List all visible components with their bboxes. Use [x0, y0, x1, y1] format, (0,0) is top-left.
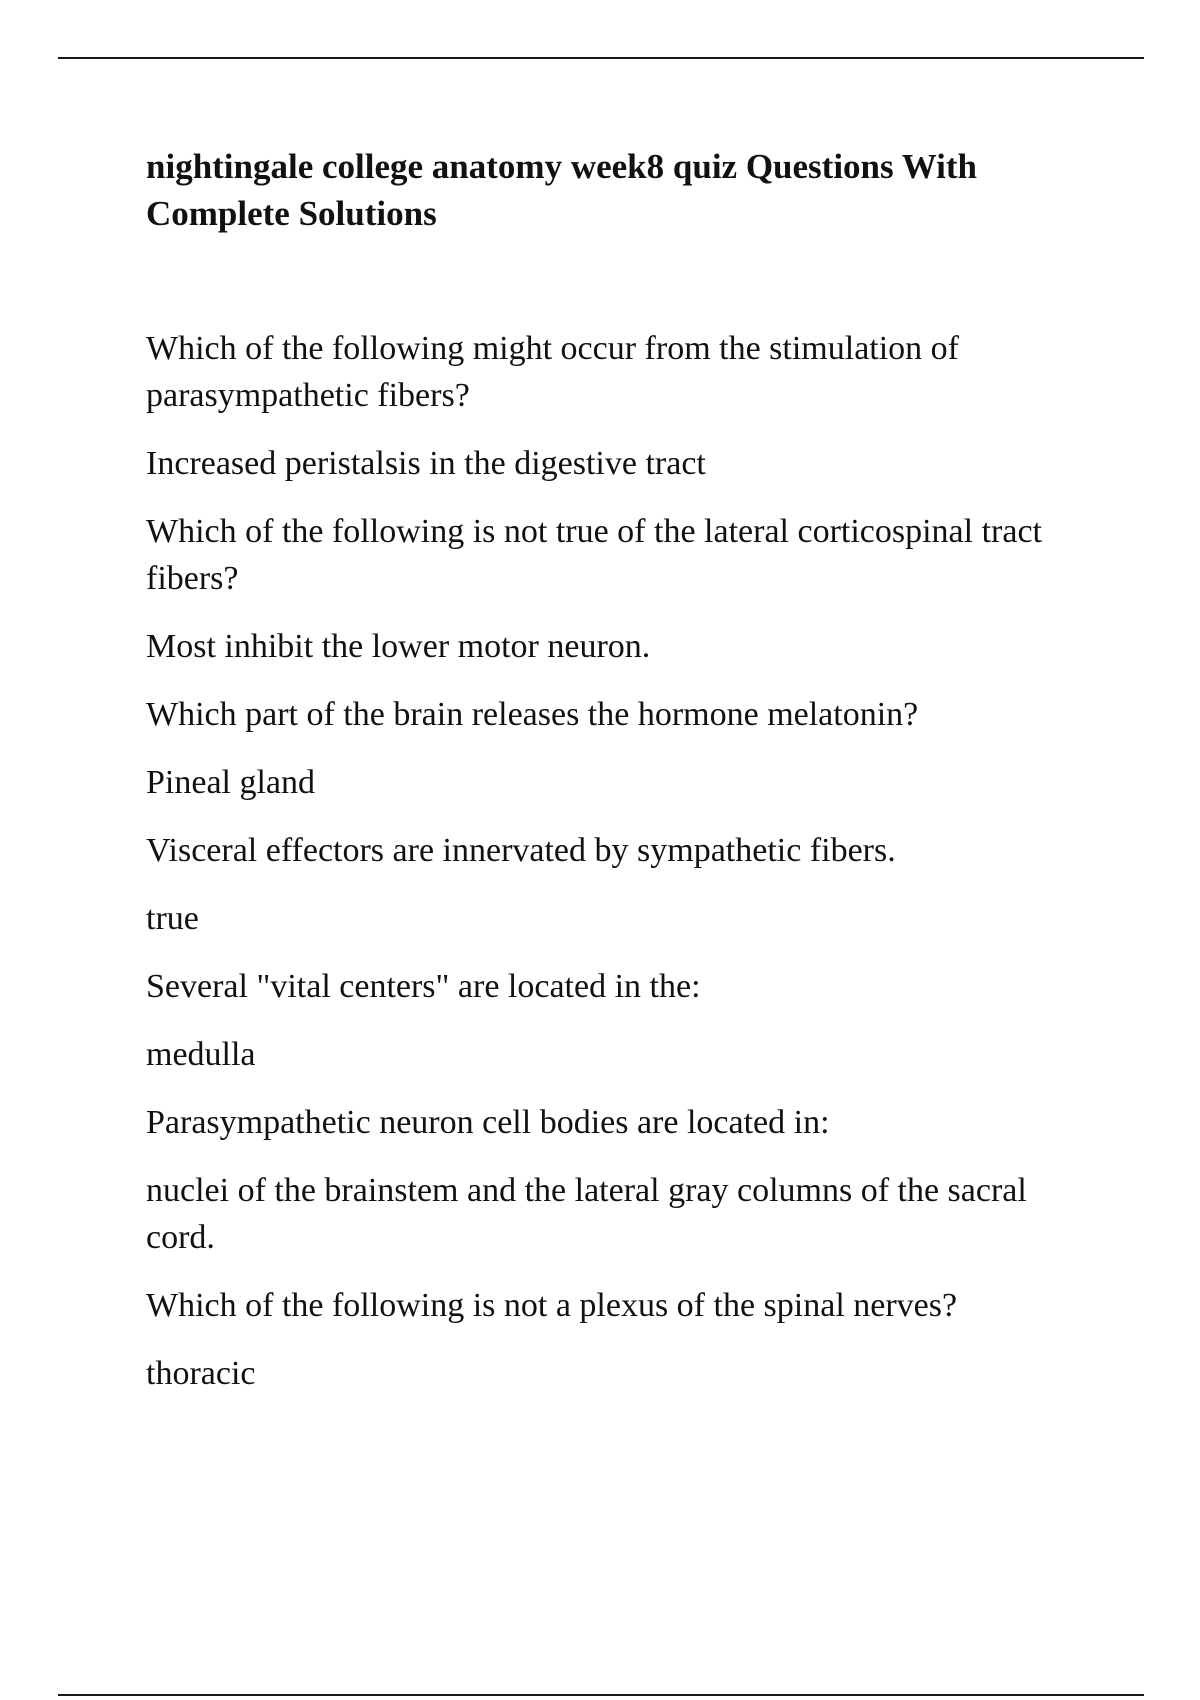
qa-list [146, 325, 1096, 1397]
answer-text: thoracic [146, 1355, 256, 1392]
answer-text: Pineal gland [146, 764, 316, 801]
answer-text: nuclei of the brainstem and the lateral gray columns of the sacral cord. [146, 1172, 1027, 1256]
question-text: Which of the following might occur from the stimulation of parasympathetic fibers? [146, 330, 959, 414]
qa-item [146, 325, 1096, 487]
footer-divider [58, 1694, 1144, 1696]
answer-text: Most inhibit the lower motor neuron. [146, 628, 651, 665]
qa-item [146, 508, 1096, 670]
document-title: nightingale college anatomy week8 quiz Questions With Complete Solutions [146, 147, 977, 233]
question-text: Which of the following is not true of the lateral corticospinal tract fibers? [146, 513, 1042, 597]
question-text: Which of the following is not a plexus of the spinal nerves? [146, 1287, 958, 1324]
question-text: Several "vital centers" are located in the: [146, 968, 701, 1005]
answer-text: medulla [146, 1036, 256, 1073]
question-text: Which part of the brain releases the hormone melatonin? [146, 696, 919, 733]
qa-item [146, 691, 1096, 806]
answer-text: Increased peristalsis in the digestive tract [146, 445, 706, 482]
qa-item [146, 1099, 1096, 1261]
qa-item [146, 1282, 1096, 1397]
question-text: Visceral effectors are innervated by sympathetic fibers. [146, 832, 896, 869]
answer-text: true [146, 900, 199, 937]
header-divider [58, 57, 1144, 59]
qa-item [146, 827, 1096, 942]
question-text: Parasympathetic neuron cell bodies are located in: [146, 1104, 830, 1141]
qa-item [146, 963, 1096, 1078]
document-page [146, 143, 1096, 1418]
